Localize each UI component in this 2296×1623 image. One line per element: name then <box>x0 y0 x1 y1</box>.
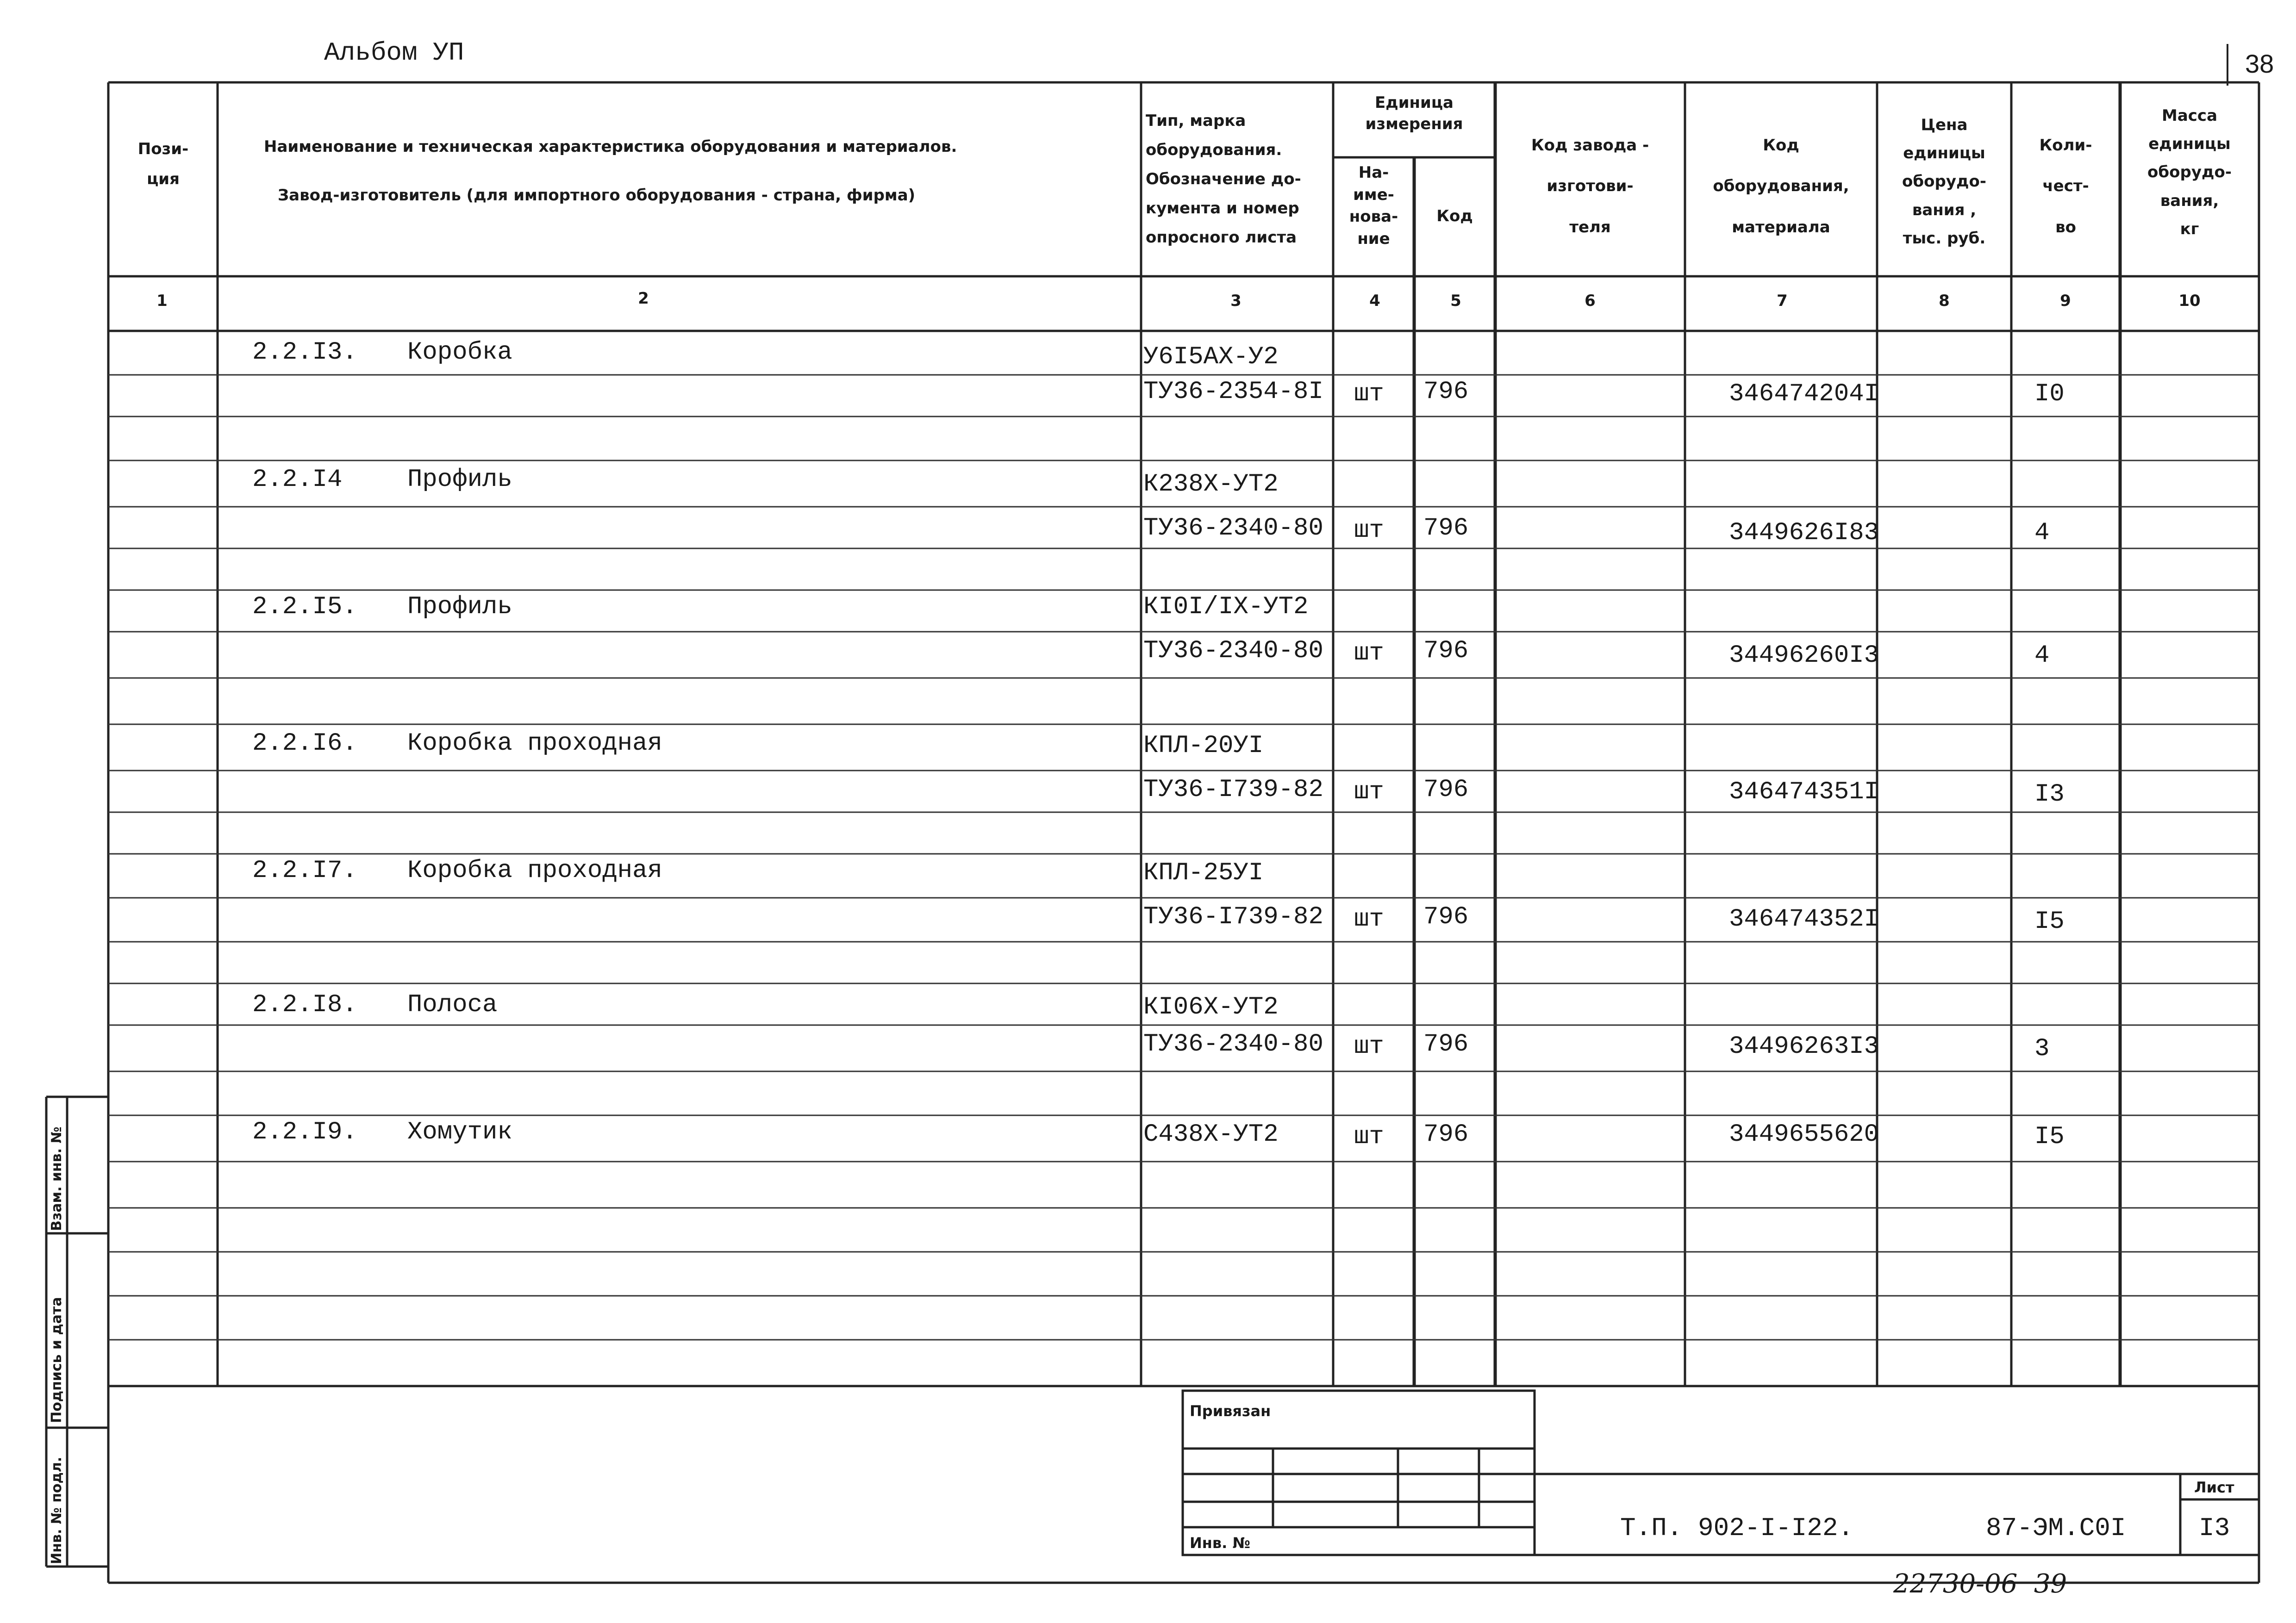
row-1-name: Коробка <box>407 338 512 367</box>
header-quantity: Коли- чест- во <box>2039 136 2092 236</box>
row-4-quantity: I3 <box>2034 780 2065 808</box>
row-2-name: Профиль <box>407 466 512 494</box>
handwritten-number: 22730-06 39 <box>1893 1569 2067 1599</box>
side-label-inv-podl: Инв. № подл. <box>49 1456 65 1564</box>
sheet-label: Лист <box>2194 1479 2234 1496</box>
column-number-8: 8 <box>1939 292 1950 310</box>
row-4-code: 796 <box>1423 776 1469 804</box>
row-7-material-code: 3449655620 <box>1729 1120 1879 1149</box>
header-name-line2: Завод-изготовитель (для импортного оборудования - страна, фирма) <box>278 186 916 205</box>
column-number-1: 1 <box>156 292 168 310</box>
row-6-quantity: 3 <box>2034 1035 2050 1063</box>
row-2-quantity: 4 <box>2034 519 2050 547</box>
row-3-position: 2.2.I5. <box>252 593 357 621</box>
row-7-unit: шт <box>1354 1123 1384 1151</box>
row-7-quantity: I5 <box>2034 1123 2065 1151</box>
header-material-code: Код оборудования, материала <box>1713 136 1849 236</box>
row-1-quantity: I0 <box>2034 380 2065 408</box>
album-label: Альбом УП <box>324 38 464 68</box>
row-6-unit: шт <box>1354 1032 1384 1061</box>
row-1-position: 2.2.I3. <box>252 338 357 367</box>
row-4-position: 2.2.I6. <box>252 729 357 758</box>
row-3-doc: ТУ36-2340-80 <box>1143 637 1323 665</box>
row-2-material-code: 3449626I83 <box>1729 519 1879 547</box>
page-number: 38 <box>2245 49 2274 78</box>
header-mass: Масса единицы оборудо- вания, кг <box>2147 106 2232 238</box>
row-4-material-code: 346474351I <box>1729 778 1879 806</box>
row-5-position: 2.2.I7. <box>252 857 357 885</box>
row-3-quantity: 4 <box>2034 641 2050 670</box>
side-label-podpis: Подпись и дата <box>49 1297 65 1423</box>
row-6-code: 796 <box>1423 1030 1469 1058</box>
header-price: Цена единицы оборудо- вания , тыс. руб. <box>1902 116 1986 248</box>
stamp-privyazan: Привязан <box>1190 1402 1271 1420</box>
row-4-name: Коробка проходная <box>407 729 662 758</box>
column-number-9: 9 <box>2060 292 2071 310</box>
column-number-10: 10 <box>2178 292 2201 310</box>
header-plant-code: Код завода - изготови- теля <box>1531 136 1649 236</box>
row-7-position: 2.2.I9. <box>252 1118 357 1146</box>
column-number-7: 7 <box>1777 292 1788 310</box>
row-2-doc: ТУ36-2340-80 <box>1143 514 1323 542</box>
row-1-doc: ТУ36-2354-8I <box>1143 378 1323 406</box>
column-number-2: 2 <box>638 289 649 308</box>
row-5-name: Коробка проходная <box>407 857 662 885</box>
row-6-position: 2.2.I8. <box>252 991 357 1019</box>
row-3-material-code: 34496260I3 <box>1729 641 1879 670</box>
row-6-doc: ТУ36-2340-80 <box>1143 1030 1323 1058</box>
column-number-5: 5 <box>1450 292 1461 310</box>
row-2-code: 796 <box>1423 514 1469 542</box>
row-1-code: 796 <box>1423 378 1469 406</box>
document-code: Т.П. 902-I-I22. <box>1620 1513 1854 1543</box>
sheet-value: I3 <box>2199 1513 2230 1543</box>
row-7-name: Хомутик <box>407 1118 512 1146</box>
row-1-unit: шт <box>1354 380 1384 408</box>
row-5-quantity: I5 <box>2034 908 2065 936</box>
column-number-6: 6 <box>1585 292 1596 310</box>
column-number-3: 3 <box>1230 292 1242 310</box>
row-6-material-code: 34496263I3 <box>1729 1032 1879 1061</box>
row-7-code: 796 <box>1423 1120 1469 1149</box>
row-5-material-code: 346474352I <box>1729 905 1879 933</box>
header-unit-code: Код <box>1436 207 1473 225</box>
row-6-name: Полоса <box>407 991 498 1019</box>
row-4-doc: ТУ36-I739-82 <box>1143 776 1323 804</box>
row-5-doc: ТУ36-I739-82 <box>1143 903 1323 931</box>
row-7-type: С438Х-УТ2 <box>1143 1120 1279 1149</box>
row-6-type: КI06Х-УТ2 <box>1143 993 1279 1021</box>
row-1-type: У6I5АХ-У2 <box>1143 343 1279 371</box>
row-4-type: КПЛ-20УI <box>1143 732 1264 760</box>
header-unit-name: На- име- нова- ние <box>1349 163 1398 248</box>
row-5-type: КПЛ-25УI <box>1143 859 1264 887</box>
header-unit-group: Единица измерения <box>1365 93 1463 133</box>
stamp-inv-no: Инв. № <box>1190 1534 1250 1552</box>
row-3-name: Профиль <box>407 593 512 621</box>
header-type: Тип, марка оборудования. Обозначение до- кумента и номер опросного листа <box>1146 112 1301 247</box>
row-1-material-code: 346474204I <box>1729 380 1879 408</box>
row-4-unit: шт <box>1354 778 1384 806</box>
row-2-unit: шт <box>1354 516 1384 545</box>
row-2-position: 2.2.I4 <box>252 466 343 494</box>
row-3-type: КI0I/IХ-УТ2 <box>1143 593 1309 621</box>
row-3-code: 796 <box>1423 637 1469 665</box>
side-label-vzam: Взам. инв. № <box>49 1126 65 1231</box>
document-suffix: 87-ЭМ.С0I <box>1986 1513 2126 1543</box>
row-5-code: 796 <box>1423 903 1469 931</box>
row-2-type: К238Х-УТ2 <box>1143 470 1279 498</box>
header-name-line1: Наименование и техническая характеристика оборудования и материалов. <box>264 137 957 156</box>
column-number-4: 4 <box>1369 292 1380 310</box>
header-position: Пози- ция <box>137 140 189 188</box>
row-5-unit: шт <box>1354 905 1384 933</box>
row-3-unit: шт <box>1354 639 1384 667</box>
